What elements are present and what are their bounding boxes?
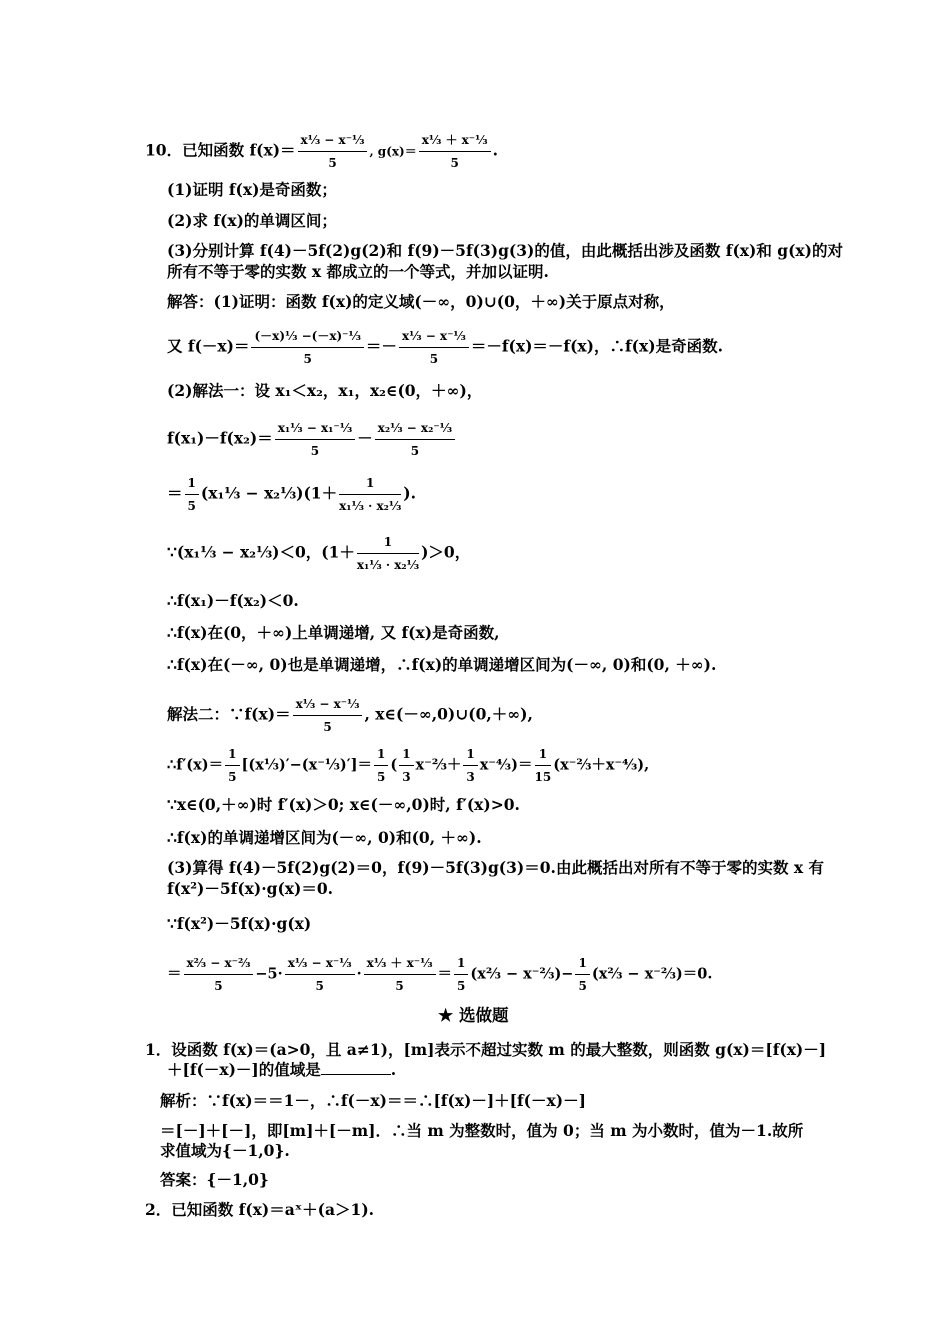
solution-line-11: ∴f′(x)＝ $\frac{1}{5}$ [(x⅓)′−(x⁻⅓)′]＝ $\frac{1}{5}$ ( $\frac{1}{3}$ x⁻⅔＋ $\frac{1}{3}$ x⁻⁴⁄₃)＝ $\frac{1}{15}$ (x⁻⅔＋x⁻⁴⁄₃), [167,744,649,787]
fraction: $\frac{\text{x⅓ − x⁻⅓}}{5}$ [399,326,469,369]
fraction: $\frac{\text{x⅓ ＋ x⁻⅓}}{5}$ [419,130,491,173]
question-1: (1)证明 f(x)是奇函数； [167,180,337,199]
solution-line-14b: f(x²)－5f(x)·g(x)＝0. [167,879,334,898]
analysis-line-1: 解析：∵f(x)＝＝1－，∴f(－x)＝＝∴[f(x)－]＋[f(－x)－] [160,1091,586,1110]
solution-line-2: 又 f(－x)＝ $\frac{\text{(－x)⅓ −(－x)⁻⅓}}{5}$ ＝－ $\frac{\text{x⅓ − x⁻⅓}}{5}$ ＝－f(x)＝－f(x)，∴f(x)是奇函数. [167,326,723,369]
optional-problem-1-line-2: ＋[f(－x)－]的值域是 . [167,1060,397,1079]
solution-line-5: ＝ $\frac{1}{5}$ (x₁⅓ − x₂⅓)(1＋ $\frac{1}{\text{x₁⅓ · x₂⅓}}$ ). [167,473,416,516]
solution-line-15: ∵f(x²)－5f(x)·g(x) [167,914,312,933]
star-icon: ★ [438,1006,454,1026]
optional-problem-1-line-1: 1．设函数 f(x)＝(a>0，且 a≠1)，[m]表示不超过实数 m 的最大整数，则函数 g(x)＝[f(x)－] [145,1040,827,1059]
section-heading: ★ 选做题 [438,1006,509,1026]
fraction: $\frac{1}{5}$ [454,953,468,996]
solution-line-13: ∴f(x)的单调递增区间为(－∞, 0)和(0, ＋∞). [167,828,482,847]
solution-line-8: ∴f(x)在(0，＋∞)上单调递增, 又 f(x)是奇函数, [167,623,500,642]
answer-blank [321,1060,391,1075]
question-2: (2)求 f(x)的单调区间； [167,211,337,230]
fraction: $\frac{1}{3}$ [399,744,413,787]
fraction: $\frac{1}{5}$ [374,744,388,787]
solution-line-14a: (3)算得 f(4)－5f(2)g(2)＝0，f(9)－5f(3)g(3)＝0.由此概括出对所有不等于零的实数 x 有 [167,858,824,877]
question-3-line-2: 所有不等于零的实数 x 都成立的一个等式，并加以证明. [167,262,549,281]
question-3-line-1: (3)分别计算 f(4)－5f(2)g(2)和 f(9)－5f(3)g(3)的值，由此概括出涉及函数 f(x)和 g(x)的对 [167,241,843,260]
solution-line-3: (2)解法一：设 x₁＜x₂，x₁，x₂∈(0，＋∞)， [167,381,483,400]
fraction: $\frac{1}{\text{x₁⅓ · x₂⅓}}$ [339,473,401,516]
solution-line-4: f(x₁)－f(x₂)＝ $\frac{\text{x₁⅓ − x₁⁻⅓}}{5}$ － $\frac{\text{x₂⅓ − x₂⁻⅓}}{5}$ [167,418,457,461]
fraction: $\frac{\text{x⅓ ＋ x⁻⅓}}{5}$ [364,953,436,996]
fraction: $\frac{\text{x⅓ − x⁻⅓}}{5}$ [285,953,355,996]
fraction: $\frac{1}{15}$ [535,744,552,787]
solution-line-10: 解法二：∵f(x)＝ $\frac{\text{x⅓ − x⁻⅓}}{5}$ , x∈(－∞,0)∪(0,＋∞), [167,694,533,737]
fraction: $\frac{\text{x⅓ − x⁻⅓}}{5}$ [293,694,363,737]
analysis-line-2: ＝[－]＋[－]，即[m]＋[－m]．∴当 m 为整数时，值为 0；当 m 为小数时，值为－1.故所 [160,1121,804,1140]
problem-10-statement: 10．已知函数 f(x)＝ $\frac{\text{x⅓ − x⁻⅓}}{5}$ , g(x)＝ $\frac{\text{x⅓ ＋ x⁻⅓}}{5}$ . [145,130,498,173]
solution-line-12: ∵x∈(0,＋∞)时 f′(x)＞0; x∈(－∞,0)时, f′(x)>0. [167,795,520,814]
answer-line: 答案：{－1,0} [160,1170,269,1189]
fraction: $\frac{1}{5}$ [185,473,199,516]
fraction: $\frac{\text{x₂⅓ − x₂⁻⅓}}{5}$ [375,418,455,461]
fraction: $\frac{\text{x⅔ − x⁻⅔}}{5}$ [184,953,254,996]
analysis-line-3: 求值域为{－1,0}. [160,1141,290,1160]
fraction: $\frac{\text{(－x)⅓ −(－x)⁻⅓}}{5}$ [251,326,363,369]
fraction: $\frac{\text{x₁⅓ − x₁⁻⅓}}{5}$ [275,418,355,461]
fraction: $\frac{1}{5}$ [575,953,589,996]
fraction: $\frac{1}{5}$ [225,744,239,787]
fraction: $\frac{\text{x⅓ − x⁻⅓}}{5}$ [298,130,368,173]
solution-line-1: 解答：(1)证明：函数 f(x)的定义域(－∞，0)∪(0，＋∞)关于原点对称， [167,292,675,311]
solution-line-6: ∵(x₁⅓ − x₂⅓)＜0，(1＋ $\frac{1}{\text{x₁⅓ · x₂⅓}}$ )＞0， [167,532,470,575]
solution-line-16: ＝ $\frac{\text{x⅔ − x⁻⅔}}{5}$ −5· $\frac{\text{x⅓ − x⁻⅓}}{5}$ · $\frac{\text{x⅓ ＋ x⁻⅓}}{5}$ ＝ $\frac{1}{5}$ (x⅔ − x⁻⅔)− $\frac{1}{5}$ (x⅔ − x⁻⅔)＝0. [167,953,712,996]
solution-line-9: ∴f(x)在(－∞, 0)也是单调递增，∴f(x)的单调递增区间为(－∞, 0)和(0, ＋∞). [167,655,717,674]
solution-line-7: ∴f(x₁)－f(x₂)＜0. [167,591,299,610]
optional-problem-2: 2．已知函数 f(x)＝aˣ＋(a＞1). [145,1200,375,1219]
fraction: $\frac{1}{3}$ [463,744,477,787]
fraction: $\frac{1}{\text{x₁⅓ · x₂⅓}}$ [357,532,419,575]
